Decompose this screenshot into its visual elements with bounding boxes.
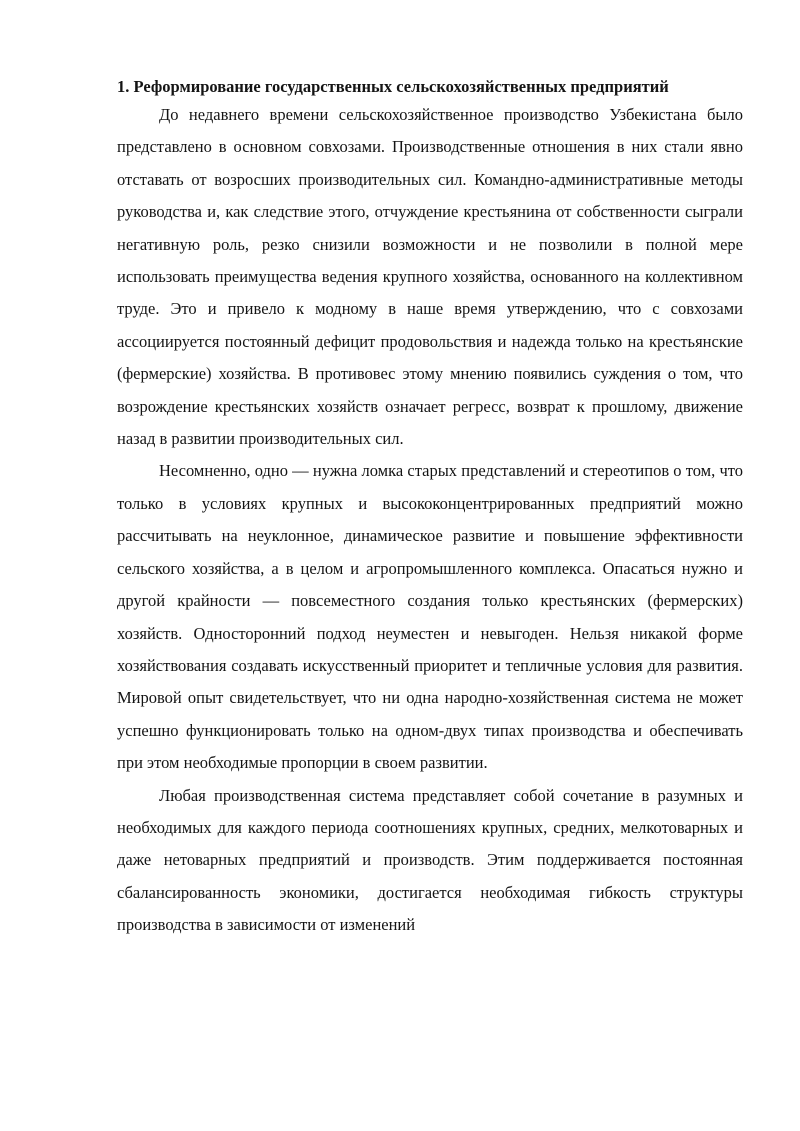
section-heading: 1. Реформирование государственных сельскохозяйственных предприятий — [117, 77, 669, 96]
document-body — [117, 77, 743, 942]
paragraph-1: До недавнего времени сельскохозяйственное производство Узбекистана было представлено в основном совхозами. Производственные отношения в них стали явно отставать от возросших производительных сил. Командно-административные методы руководства и, как следствие этого, отчуждение крестьянина от собственности сыграли негативную роль, резко снизили возможности и не позволили в полной мере использовать преимущества ведения крупного хозяйства, основанного на коллективном труде. Это и привело к модному в наше время утверждению, что с совхозами ассоциируется постоянный дефицит продовольствия и надежда только на крестьянские (фермерские) хозяйства. В противовес этому мнению появились суждения о том, что возрождение крестьянских хозяйств означает регресс, возврат к прошлому, движение назад в развитии производительных сил. — [117, 105, 743, 449]
paragraph-3: Любая производственная система представляет собой сочетание в разумных и необходимых для каждого периода соотношениях крупных, средних, мелкотоварных и даже нетоварных предприятий и производств. Этим поддерживается постоянная сбалансированность экономики, достигается необходимая гибкость структуры производства в зависимости от изменений — [117, 785, 743, 935]
paragraph-2: Несомненно, одно — нужна ломка старых представлений и стереотипов о том, что только в условиях крупных и высококонцентрированных предприятий можно рассчитывать на неуклонное, динамическое развитие и повышение эффективности сельского хозяйства, а в целом и агропромышленного комплекса. Опасаться нужно и другой крайности — повсеместного создания только крестьянских (фермерских) хозяйств. Односторонний подход неуместен и невыгоден. Нельзя никакой форме хозяйствования создавать искусственный приоритет и тепличные условия для развития. Мировой опыт свидетельствует, что ни одна народно-хозяйственная система не может успешно функционировать только на одном-двух типах производства и обеспечивать при этом необходимые пропорции в своем развитии. — [117, 461, 743, 773]
